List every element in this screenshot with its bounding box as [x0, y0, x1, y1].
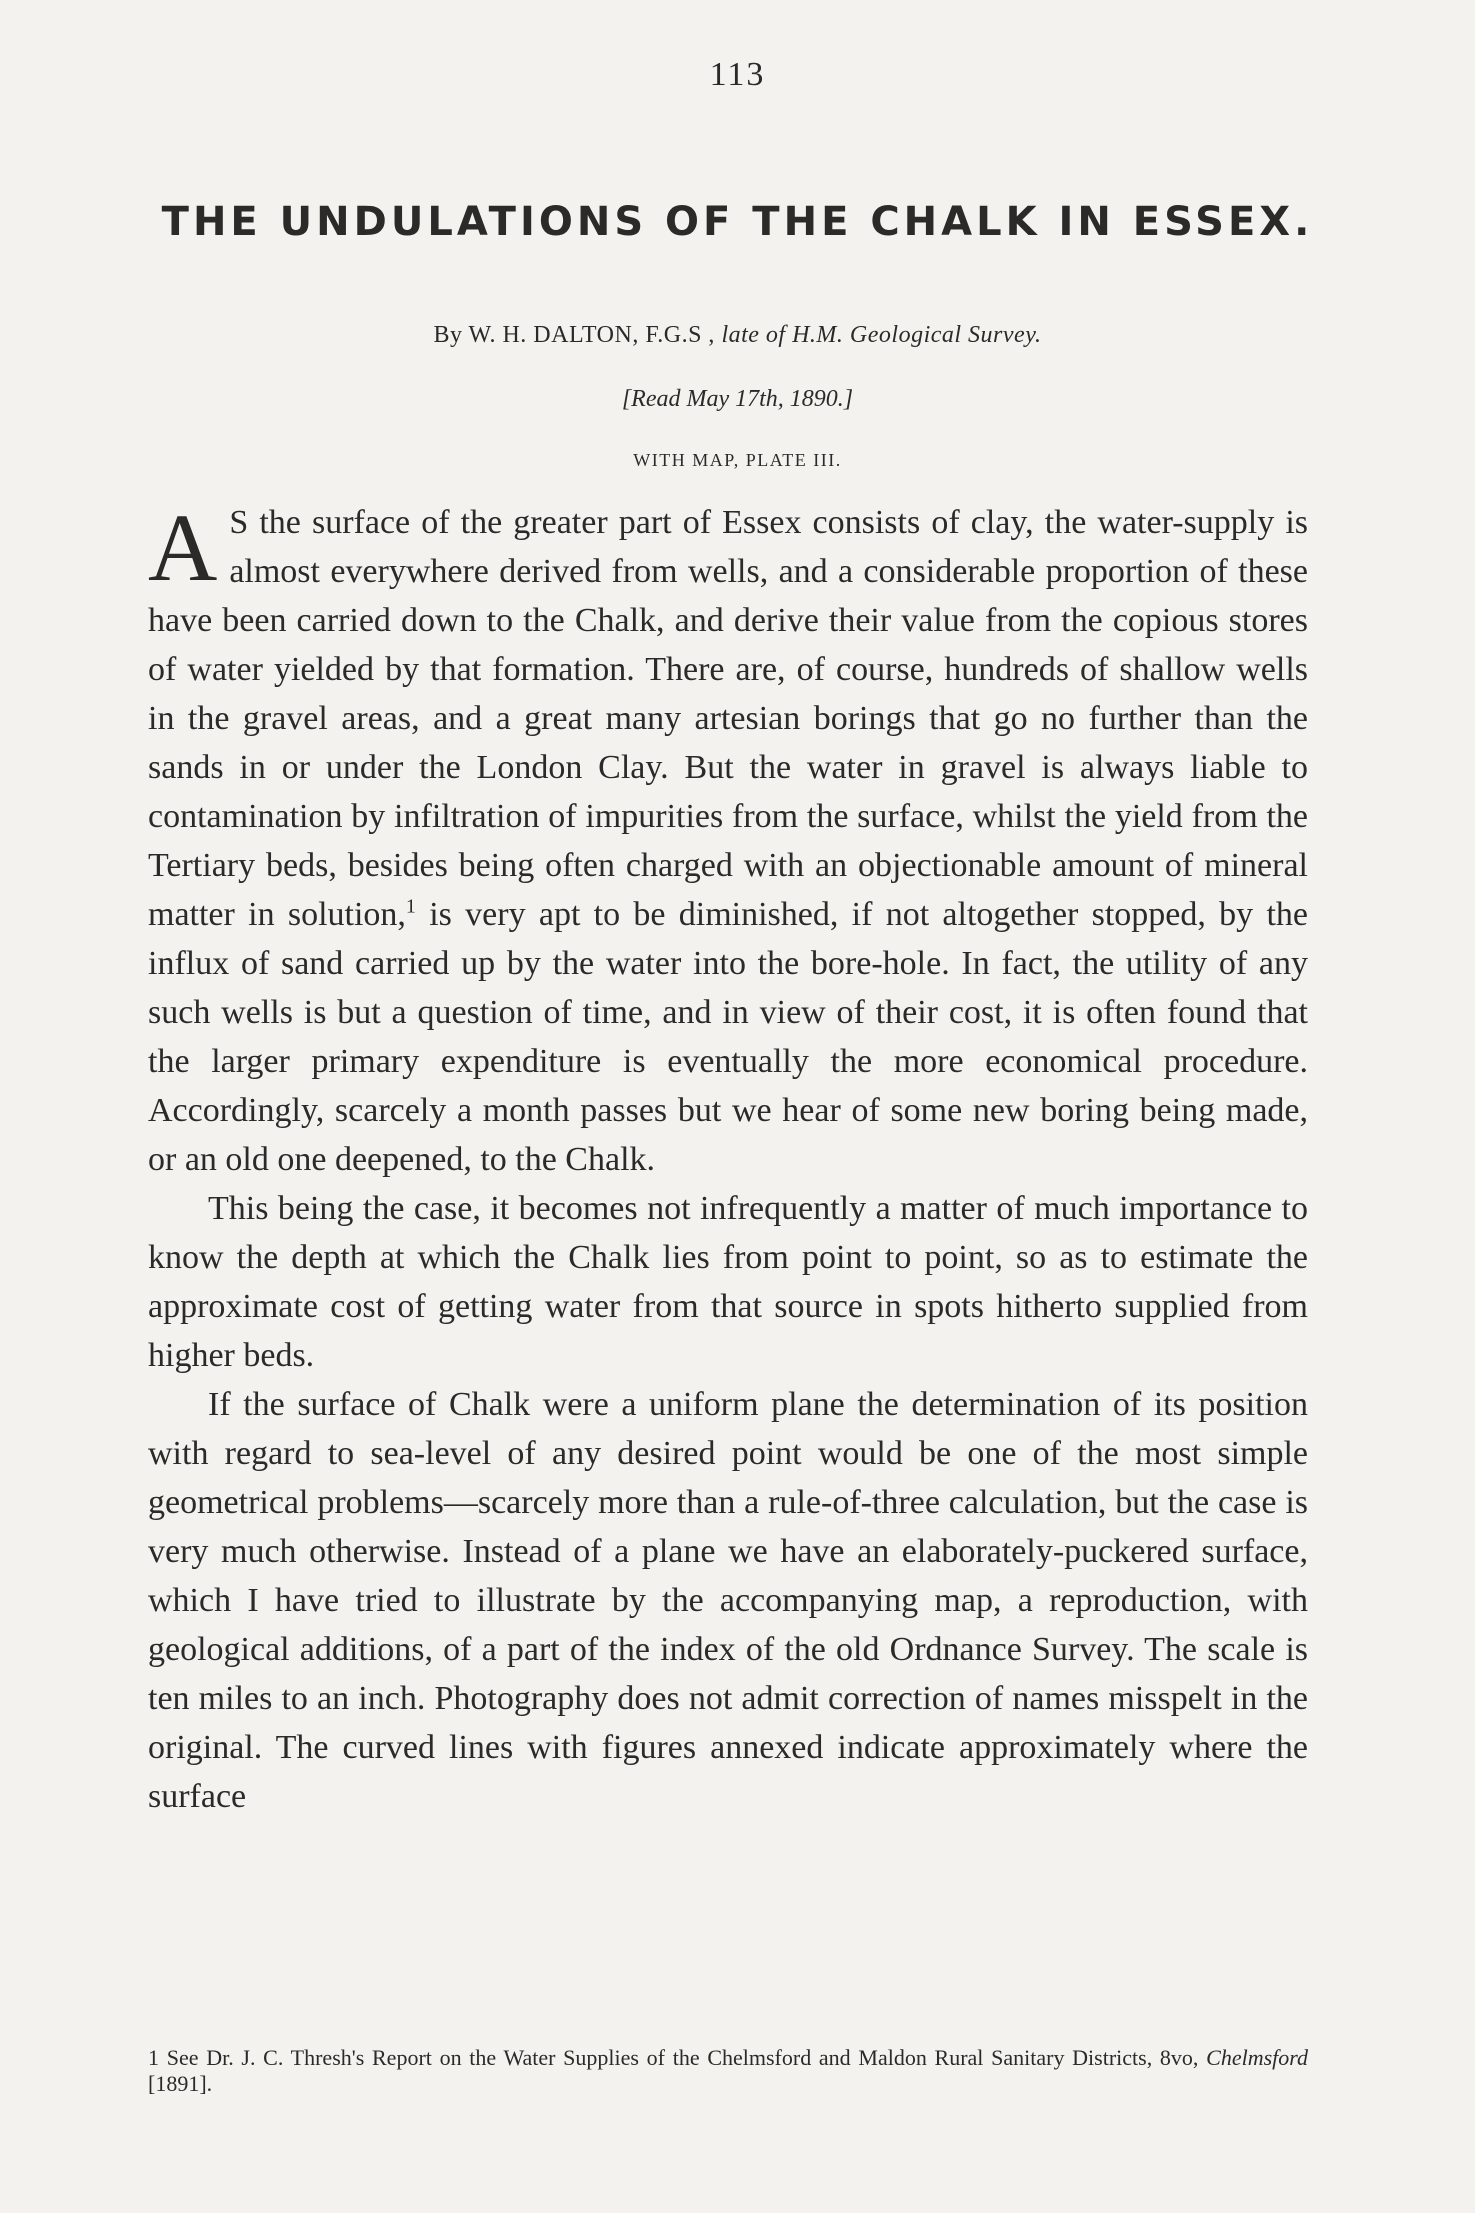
paragraph-1-end: is very apt to be diminished, if not altogether stopped, by the influx of sand carried up by the water into the bore-hole. In fact, the utility of any such wells is but a question of time, and in view of their cost, it is often found that the larger primary expenditure is eventually the more economical procedure. Accordingly, scarcely a month passes but we hear of some new boring being made, or an old one deepened, to the Chalk. [148, 896, 1308, 1178]
footnote-place: Chelmsford [1206, 2045, 1309, 2070]
paragraph-3: If the surface of Chalk were a uniform plane the determination of its position with regard to sea-level of any desired point would be one of the most simple geometrical problems—scarcely more than a rule-of-three calculation, but the case is very much otherwise. Instead of a plane we have an elaborately-puckered surface, which I have tried to illustrate by the accompanying map, a reproduction, with geological additions, of a part of the index of the old Ordnance Survey. The scale is ten miles to an inch. Photography does not admit correction of names misspelt in the original. The curved lines with figures annexed indicate approximately where the surface [148, 1386, 1308, 1815]
footnote-text: 1 See Dr. J. C. Thresh's Report on the Water Supplies of the Chelmsford and Maldon Rural Sanitary Districts, 8vo, [148, 2045, 1199, 2070]
read-date: [Read May 17th, 1890.] [621, 386, 854, 412]
author-name: By W. H. DALTON, F.G.S , [433, 322, 715, 348]
article-title: THE UNDULATIONS OF THE CHALK IN ESSEX. [161, 199, 1314, 245]
byline [0, 322, 1475, 349]
author-affiliation: late of H.M. Geological Survey. [721, 322, 1042, 348]
plate-reference: WITH MAP, PLATE III. [633, 450, 842, 470]
footnote-year: [1891]. [148, 2071, 213, 2096]
paragraph-2: This being the case, it becomes not infrequently a matter of much importance to know the depth at which the Chalk lies from point to point, so as to estimate the approximate cost of getting water from that source in spots hitherto supplied from higher beds. [148, 1190, 1308, 1374]
footnote [148, 2045, 1308, 2097]
paragraph-1-start: S the surface of the greater part of Essex consists of clay, the water-supply is almost everywhere derived from wells, and a considerable proportion of these have been carried down to the Chalk, and derive their value from the copious stores of water yielded by that formation. There are, of course, hundreds of shallow wells in the gravel areas, and a great many artesian borings that go no further than the sands in or under the London Clay. But the water in gravel is always liable to contamination by infiltration of impurities from the surface, whilst the yield from the Tertiary beds, besides being often charged with an objectionable amount of mineral matter in solution, [148, 504, 1308, 933]
drop-cap: A [148, 494, 218, 601]
page-number: 113 [709, 56, 766, 93]
footnote-reference: 1 [405, 895, 416, 918]
paragraph-1 [148, 494, 1308, 1184]
article-body [148, 494, 1308, 1821]
